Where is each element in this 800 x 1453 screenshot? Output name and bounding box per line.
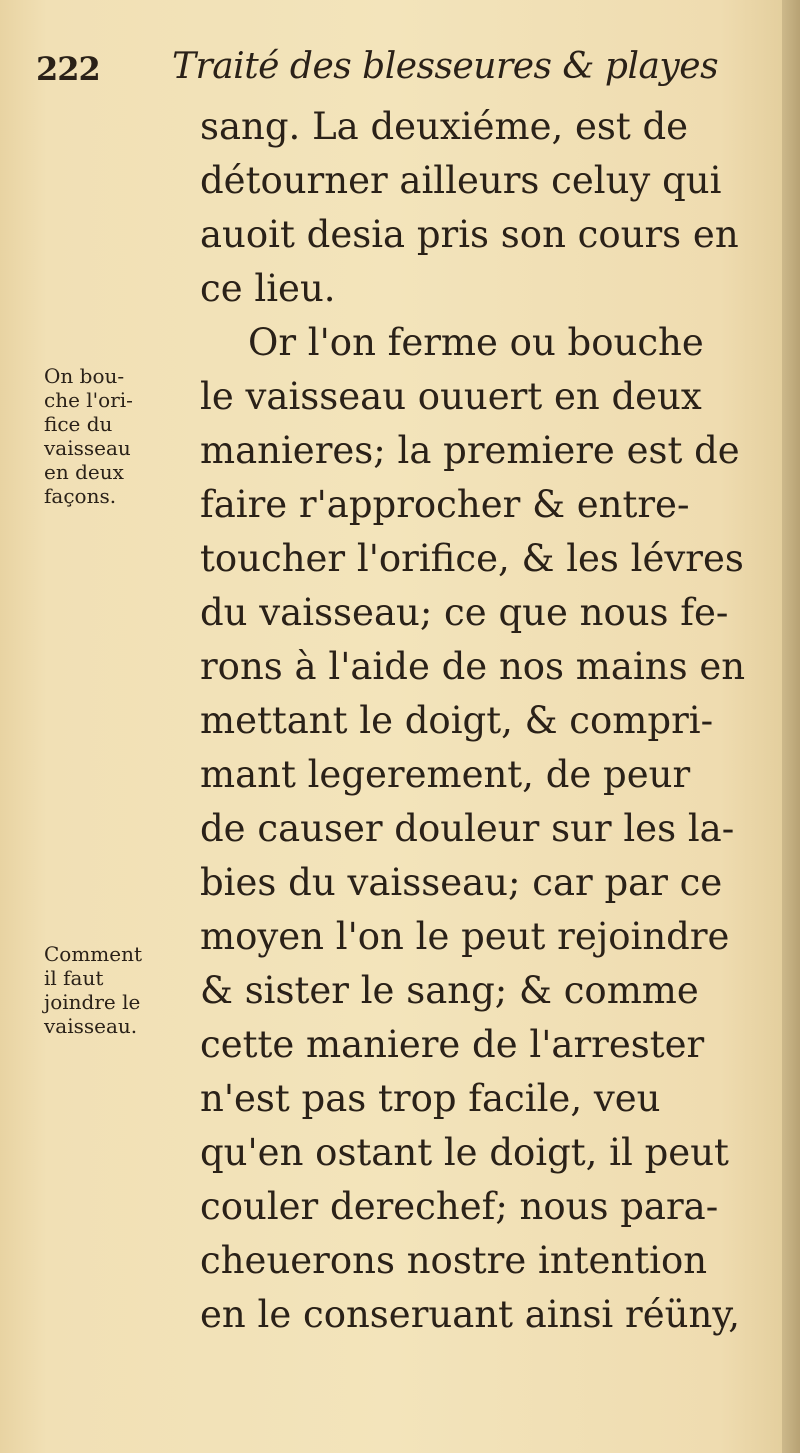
margin-note-line: On bou- (44, 364, 125, 388)
text-line: moyen l'on le peut rejoindre (200, 915, 730, 958)
margin-note-line: che l'ori- (44, 388, 133, 412)
running-title: Traité des blesseures & playes (172, 46, 719, 87)
text-line: bies du vaisseau; car par ce (200, 861, 723, 904)
margin-note-joining-vessel (44, 942, 204, 1038)
text-line: rons à l'aide de nos mains en (200, 645, 746, 688)
margin-note-line: Comment (44, 942, 143, 966)
text-line: n'est pas trop facile, veu (200, 1077, 661, 1120)
page-number: 222 (36, 50, 100, 88)
margin-note-line: il faut (44, 966, 104, 990)
text-line: auoit desia pris son cours en (200, 213, 739, 256)
text-line: couler derechef; nous para- (200, 1185, 719, 1228)
margin-note-line: vaisseau. (44, 1014, 138, 1038)
text-line: de causer douleur sur les la- (200, 807, 735, 850)
text-line: faire r'approcher & entre- (200, 483, 690, 526)
text-line: qu'en ostant le doigt, il peut (200, 1131, 729, 1174)
text-line: cheuerons nostre intention (200, 1239, 708, 1282)
text-line: toucher l'orifice, & les lévres (200, 537, 744, 580)
body-text (200, 100, 770, 1342)
text-line: sang. La deuxiéme, est de (200, 105, 689, 148)
text-line: & sister le sang; & comme (200, 969, 699, 1012)
text-line: mant legerement, de peur (200, 753, 691, 796)
text-line: du vaisseau; ce que nous fe- (200, 591, 729, 634)
margin-note-line: en deux (44, 460, 124, 484)
page-edge (782, 0, 800, 1453)
margin-note-line: fice du (44, 412, 113, 436)
text-line: ce lieu. (200, 267, 336, 310)
text-line: manieres; la premiere est de (200, 429, 740, 472)
margin-note-closing-orifice (44, 364, 204, 508)
text-line: cette maniere de l'arrester (200, 1023, 705, 1066)
margin-note-line: joindre le (44, 990, 141, 1014)
text-line: Or l'on ferme ou bouche (248, 321, 704, 364)
text-line: détourner ailleurs celuy qui (200, 159, 722, 202)
text-line: mettant le doigt, & compri- (200, 699, 714, 742)
text-line: en le conseruant ainsi réüny, (200, 1293, 741, 1336)
text-line: le vaisseau ouuert en deux (200, 375, 702, 418)
page-header (36, 46, 756, 96)
margin-note-line: façons. (44, 484, 117, 508)
margin-note-line: vaisseau (44, 436, 131, 460)
